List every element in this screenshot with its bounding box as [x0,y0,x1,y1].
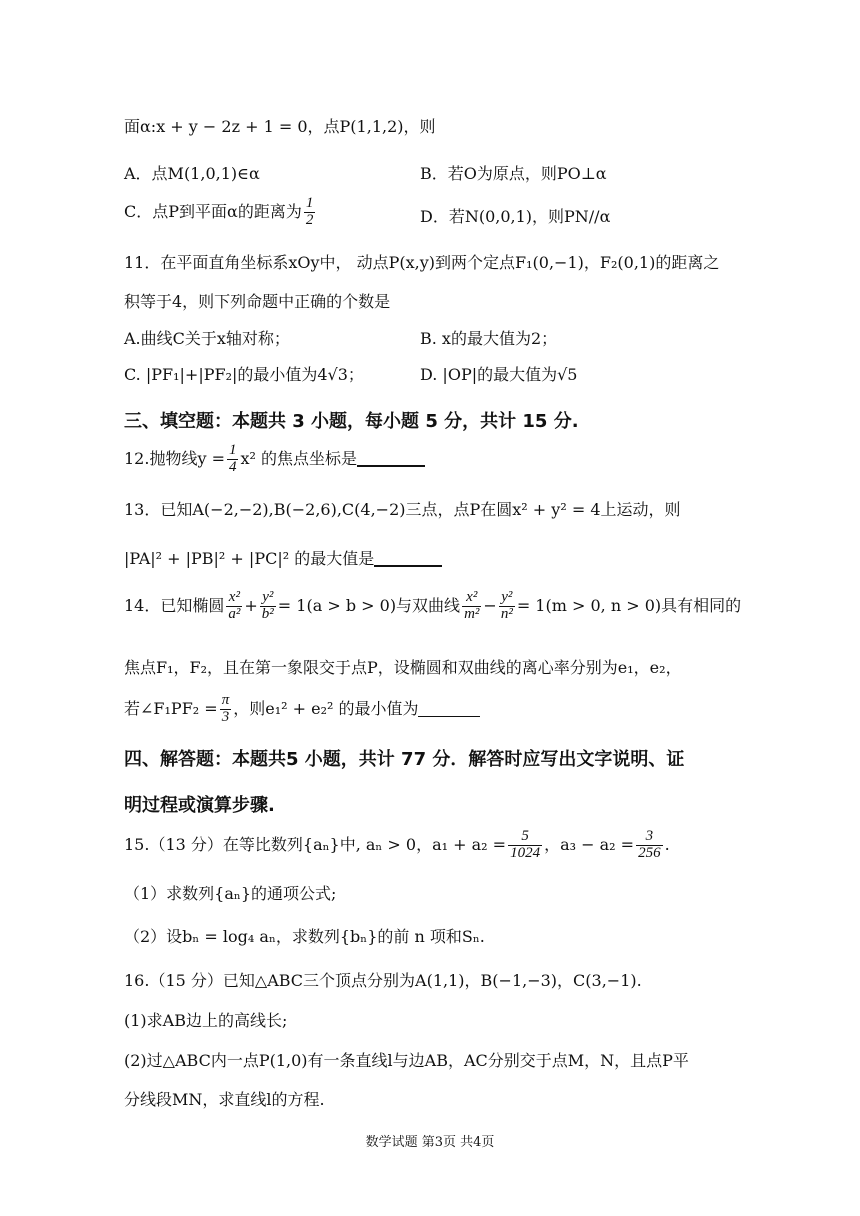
fraction: $\frac{\text{y²}}{\text{n²}}$ [500,589,513,622]
q14-line2: 焦点F₁，F₂，且在第一象限交于点P，设椭圆和双曲线的离心率分别为e₁，e₂， [124,658,682,677]
q15-part1: （1）求数列{aₙ}的通项公式; [124,884,337,903]
fraction: $\frac{3}{256}$ [638,828,661,861]
q16-part2-line1: (2)过△ABC内一点P(1,0)有一条直线l与边AB，AC分别交于点M，N，且点P平 [124,1051,689,1070]
q16-part2-line2: 分线段MN，求直线l的方程. [124,1090,325,1109]
q10-option-c: C．点P到平面α的距离为 $\frac{1}{2}$ [124,195,314,228]
q14-line1: 14．已知椭圆 $\frac{\text{x²}}{\text{a²}}$ + $\frac{\text{y²}}{\text{b²}}$ = 1(a > b > 0)与双曲线 $\frac{\text{x²}}{\text{m²}}$ − $\frac{\text{y²}}{\text{n²}}$ = 1(m > 0, n > 0)具有相同的 [124,589,742,622]
q16-part1: (1)求AB边上的高线长; [124,1011,288,1030]
q11-stem-line2: 积等于4，则下列命题中正确的个数是 [124,292,391,311]
q11-option-b: B. x的最大值为2； [420,329,558,348]
section-4-heading-line1: 四、解答题：本题共5 小题，共计 77 分．解答时应写出文字说明、证 [124,749,685,770]
page-footer: 数学试题 第3页 共4页 [365,1135,495,1150]
q10-option-d: D．若N(0,0,1)，则PN//α [420,207,611,226]
fraction: $\frac{1}{2}$ [305,195,314,228]
fraction: $\frac{\text{x²}}{\text{a²}}$ [228,589,241,622]
fraction: $\frac{\text{y²}}{\text{b²}}$ [261,589,274,622]
q11-option-a: A.曲线C关于x轴对称； [124,329,290,348]
q15-stem: 15.（13 分）在等比数列{aₙ}中, aₙ > 0，a₁ + a₂ = $\frac{5}{1024}$ ，a₃ − a₂ = $\frac{3}{256}$ . [124,828,670,861]
q16-stem: 16.（15 分）已知△ABC三个顶点分别为A(1,1)，B(−1,−3)，C(3,−1). [124,971,642,990]
q11-stem-line1: 11．在平面直角坐标系xOy中， 动点P(x,y)到两个定点F₁(0,−1)，F₂(0,1)的距离之 [124,253,720,272]
q10-option-a: A．点M(1,0,1)∈α [124,164,260,183]
fraction: $\frac{5}{1024}$ [510,828,541,861]
q15-part2: （2）设bₙ = log₄ aₙ，求数列{bₙ}的前 n 项和Sₙ. [124,927,485,946]
q11-option-c: C. |PF₁|+|PF₂|的最小值为4√3； [124,365,364,384]
section-3-heading: 三、填空题：本题共 3 小题，每小题 5 分，共计 15 分. [124,411,579,432]
q11-option-d: D. |OP|的最大值为√5 [420,365,578,384]
q14-line3: 若∠F₁PF₂ = $\frac{\pi}{3}$ ，则e₁² + e₂² 的最小值为 [124,693,480,726]
fraction: $\frac{1}{4}$ [228,442,237,475]
q12: 12.抛物线y = $\frac{1}{4}$ x² 的焦点坐标是 [124,443,425,476]
answer-blank [374,565,442,567]
answer-blank [418,716,480,717]
fraction: $\frac{\text{x²}}{\text{m²}}$ [464,589,480,622]
section-4-heading-line2: 明过程或演算步骤. [124,795,275,816]
q10-option-b: B．若O为原点，则PO⊥α [420,164,607,183]
answer-blank [357,465,425,467]
q13-line2: |PA|² + |PB|² + |PC|² 的最大值是 [124,546,442,569]
fraction: $\frac{\pi}{3}$ [221,692,230,725]
q10-stem-tail: 面α:x + y − 2z + 1 = 0，点P(1,1,2)，则 [124,117,436,136]
q13-line1: 13．已知A(−2,−2),B(−2,6),C(4,−2)三点，点P在圆x² + y² = 4上运动，则 [124,500,681,519]
